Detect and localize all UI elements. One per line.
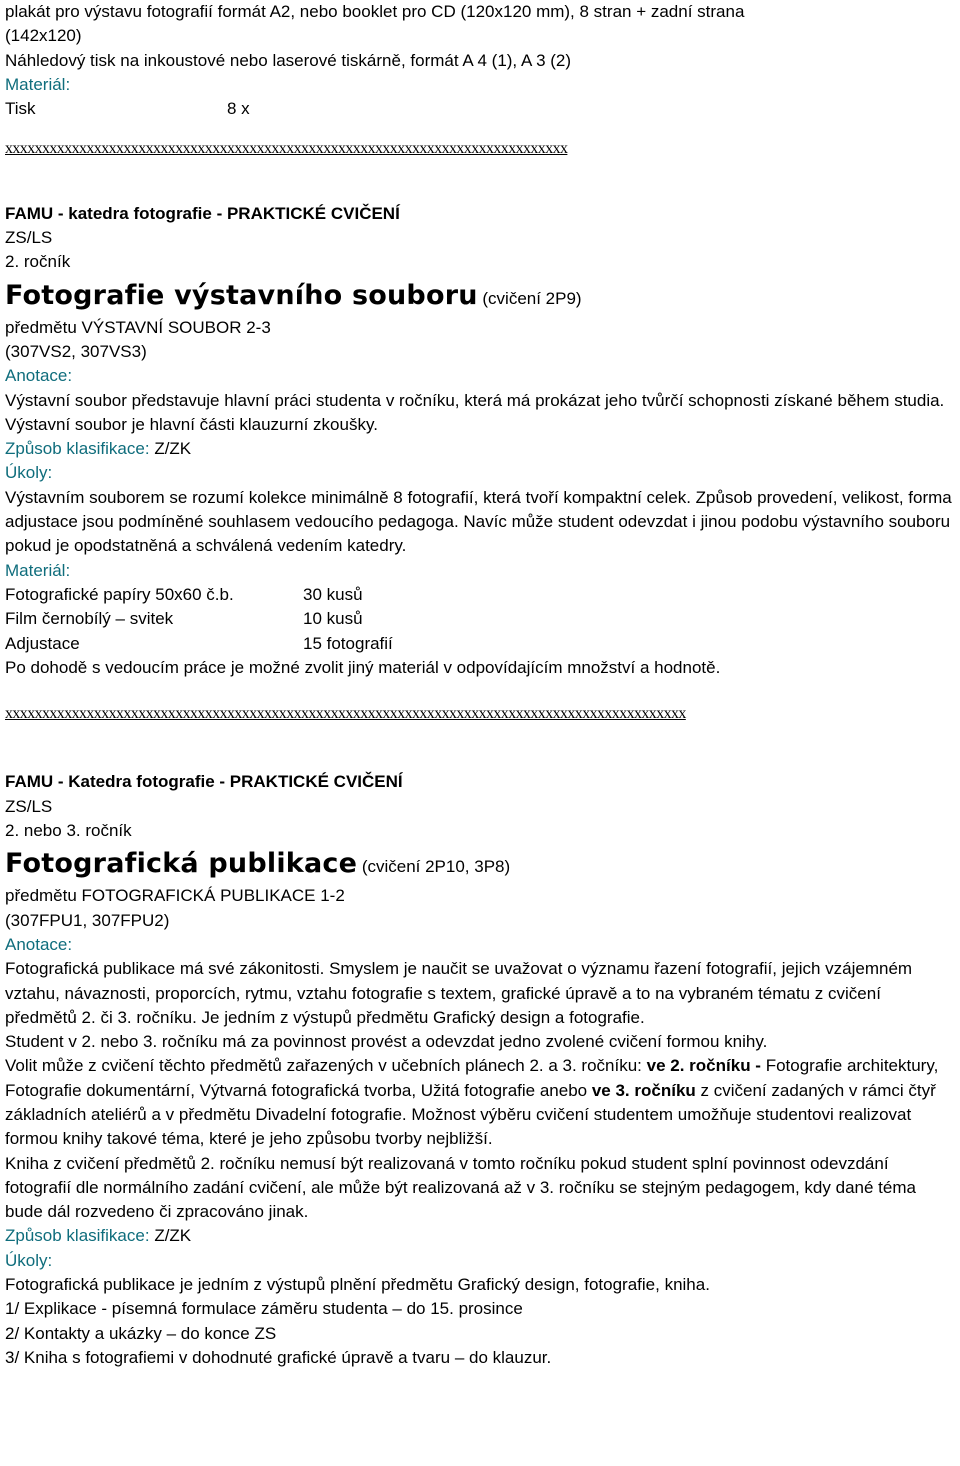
section-title [5,847,957,884]
subject-name: předmětu VÝSTAVNÍ SOUBOR 2-3 [5,317,271,337]
material-item: Tisk [5,99,36,119]
task-item: 1/ Explikace - písemná formulace záměru studenta – do 15. prosince [5,1299,523,1319]
material-qty: 15 fotografií [303,633,393,653]
material-item: Fotografické papíry 50x60 č.b. [5,584,234,604]
material-row [5,607,957,631]
year: 2. nebo 3. ročník [5,821,132,841]
tasks-intro: Fotografická publikace je jedním z výstupů plnění předmětu Grafický design, fotografie, kniha. [5,1275,710,1295]
material-qty: 30 kusů [303,584,363,604]
classification-value: Z/ZK [154,1226,192,1246]
subject-codes: (307FPU1, 307FPU2) [5,910,170,930]
tasks-label: Úkoly: [5,1250,53,1270]
choice-year2: ve 2. ročníku - [646,1056,761,1076]
material-label: Materiál: [5,74,71,94]
title-note: (cvičení 2P10, 3P8) [361,857,511,877]
annotation-label: Anotace: [5,366,73,386]
material-row [5,97,957,121]
material-note: Po dohodě s vedoucím práce je možné zvolit jiný materiál v odpovídajícím množství a hodnotě. [5,657,721,677]
section-photo-publication [5,770,957,1370]
choice-details: z cvičení zadaných v rámci čtyř základních ateliérů a v předmětu Divadelní fotografie. Možnost výběru cvičení studentem umožňuje studentovi realizovat formou knihy takové téma, které je jeho způsobu tvorby nejbližší. [5,1080,936,1149]
tasks-label: Úkoly: [5,463,53,483]
annotation-label: Anotace: [5,934,73,954]
material-item: Film černobílý – svitek [5,609,174,629]
material-row [5,583,957,607]
annotation-text: Fotografická publikace má své zákonitosti. Smyslem je naučit se uvažovat o významu řazení fotografií, jejich vzájemném vztahu, návaznosti, proporcích, rytmu, vztahu fotografie s textem, grafické úpravě a to na vybraném tématu z cvičení předmětů 2. či 3. ročníku. Je jedním z výstupů předmětu Grafický design a fotografie. [5,959,913,1027]
choice-paragraph [5,1054,957,1151]
top-fragment [5,0,957,162]
classification [5,1224,957,1248]
separator-line: xxxxxxxxxxxxxxxxxxxxxxxxxxxxxxxxxxxxxxxxxxxxxxxxxxxxxxxxxxxxxxxxxxxxxxxxxxxxxxxxxxxxxxxxxxxx [5,705,686,723]
classification-label: Způsob klasifikace: [5,1226,150,1246]
intro-line-2: (142x120) [5,26,82,46]
year: 2. ročník [5,252,71,272]
section-header: FAMU - katedra fotografie - PRAKTICKÉ CVIČENÍ [5,203,400,223]
choice-year3: ve 3. ročníku [591,1080,696,1100]
student-obligation: Student v 2. nebo 3. ročníku má za povinnost provést a odevzdat jedno zvolené cvičení formou knihy. [5,1032,768,1052]
tasks-text: Výstavním souborem se rozumí kolekce minimálně 8 fotografií, která tvoří kompaktní celek. Způsob provedení, velikost, forma adjustace jsou podmíněné souhlasem vedoucího pedagoga. Navíc může student odevzdat i jinou podobu výstavního souboru pokud je opodstatněná a schválená vedením katedry. [5,487,952,556]
section-header: FAMU - Katedra fotografie - PRAKTICKÉ CVIČENÍ [5,772,403,792]
title-text: Fotografie výstavního souboru [5,279,478,311]
material-qty: 8 x [227,99,250,119]
title-text: Fotografická publikace [5,848,358,880]
material-item: Adjustace [5,633,80,653]
subject-codes: (307VS2, 307VS3) [5,341,147,361]
section-exhibition-set [5,202,957,727]
intro-line-3: Náhledový tisk na inkoustové nebo laserové tiskárně, formát A 4 (1), A 3 (2) [5,50,572,70]
choice-subjects: Fotografie architektury, Fotografie dokumentární, Výtvarná fotografická tvorba, Užitá fotografie anebo [5,1056,939,1100]
annotation-text: Výstavní soubor představuje hlavní práci studenta v ročníku, která má prokázat jeho tvůrčí schopnosti získané během studia. Výstavní soubor je hlavní části klauzurní zkoušky. [5,390,945,434]
choice-intro: Volit může z cvičení těchto předmětů zařazených v učebních plánech 2. a 3. ročníku: [5,1056,642,1076]
material-qty: 10 kusů [303,609,363,629]
title-note: (cvičení 2P9) [482,288,582,308]
classification [5,437,957,461]
classification-label: Způsob klasifikace: [5,439,150,459]
task-item: 2/ Kontakty a ukázky – do konce ZS [5,1323,277,1343]
separator-line: xxxxxxxxxxxxxxxxxxxxxxxxxxxxxxxxxxxxxxxxxxxxxxxxxxxxxxxxxxxxxxxxxxxxxxxxxxxx [5,140,568,158]
subject-name: předmětu FOTOGRAFICKÁ PUBLIKACE 1-2 [5,886,345,906]
book-paragraph: Kniha z cvičení předmětů 2. ročníku nemusí být realizovaná v tomto ročníku pokud student splní povinnost odevzdání fotografií dle normálního zadání cvičení, ale může být realizovaná až v 3. ročníku se stejným pedagogem, kdy dané téma bude dál rozvedeno či zpracováno jinak. [5,1153,916,1222]
semester: ZS/LS [5,228,53,248]
material-row [5,632,957,656]
semester: ZS/LS [5,796,53,816]
intro-line-1: plakát pro výstavu fotografií formát A2, nebo booklet pro CD (120x120 mm), 8 stran + zadní strana [5,2,745,21]
task-item: 3/ Kniha s fotografiemi v dohodnuté grafické úpravě a tvaru – do klauzur. [5,1347,552,1367]
material-label: Materiál: [5,560,71,580]
classification-value: Z/ZK [154,439,192,459]
section-title [5,279,957,316]
